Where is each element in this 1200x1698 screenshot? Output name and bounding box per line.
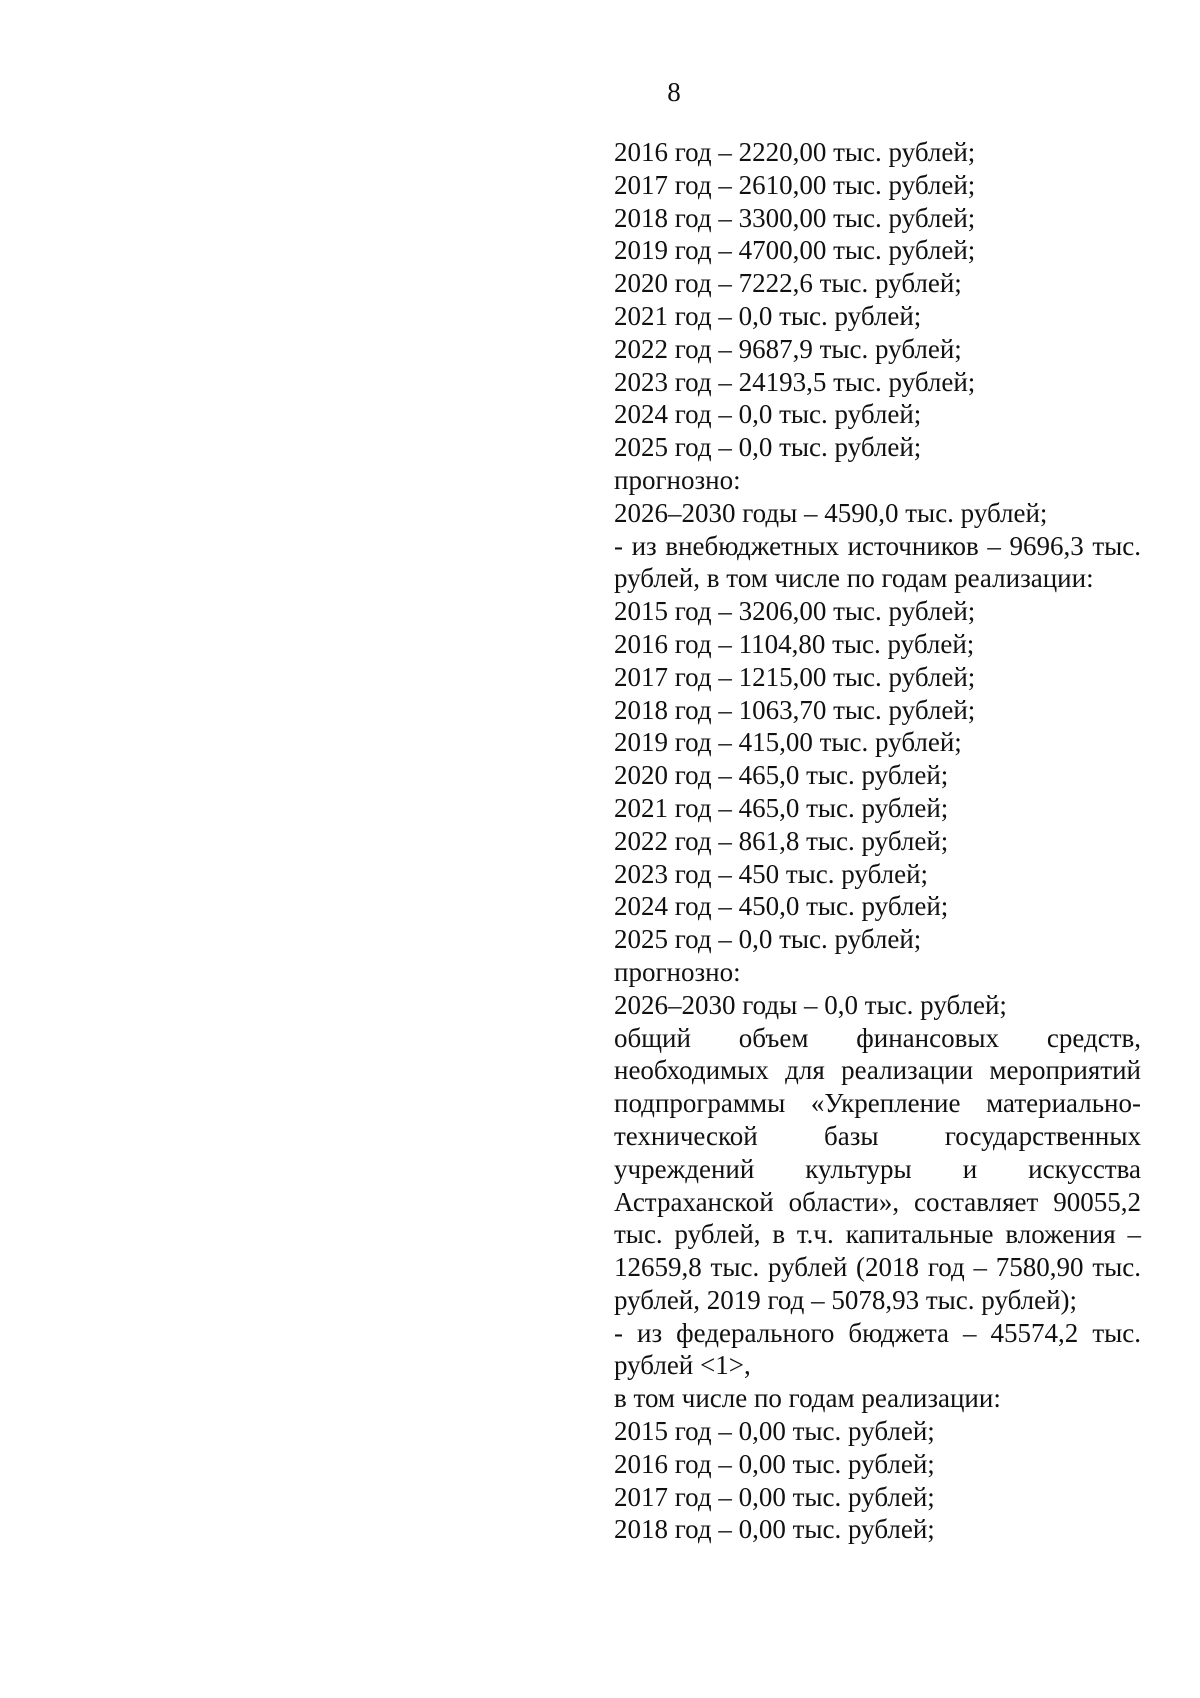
funding-line: 2024 год – 0,0 тыс. рублей; <box>614 399 922 430</box>
funding-line: 2016 год – 2220,00 тыс. рублей; <box>614 137 976 167</box>
funding-line: 2016 год – 0,00 тыс. рублей; <box>614 1448 935 1479</box>
forecast-label: прогнозно: <box>614 956 741 987</box>
funding-list-extrabudget <box>614 595 1141 1021</box>
funding-line: 2015 год – 0,00 тыс. рублей; <box>614 1416 935 1447</box>
document-body <box>614 136 1141 1546</box>
extrabudget-paragraph: - из внебюджетных источников – 9696,3 тыс. рублей, в том числе по годам реализации: <box>614 530 1141 594</box>
funding-line: 2018 год – 3300,00 тыс. рублей; <box>614 202 976 233</box>
funding-line: 2023 год – 24193,5 тыс. рублей; <box>614 366 976 397</box>
funding-line: 2023 год – 450 тыс. рублей; <box>614 858 929 889</box>
funding-line: 2017 год – 0,00 тыс. рублей; <box>614 1481 935 1512</box>
subprogram-paragraph: общий объем финансовых средств, необходимых для реализации мероприятий подпрограммы «Укрепление материально-технической базы государственных учреждений культуры и искусства Астраханской области», составляет 90055,2 тыс. рублей, в т.ч. капитальные вложения – 12659,8 тыс. рублей (2018 год – 7580,90 тыс. рублей, 2019 год – 5078,93 тыс. рублей); <box>614 1022 1141 1315</box>
funding-line: 2025 год – 0,0 тыс. рублей; <box>614 924 922 955</box>
funding-line: 2020 год – 465,0 тыс. рублей; <box>614 760 949 791</box>
funding-line-forecast: 2026–2030 годы – 0,0 тыс. рублей; <box>614 989 1007 1020</box>
funding-line: 2021 год – 465,0 тыс. рублей; <box>614 792 949 823</box>
funding-line: 2018 год – 1063,70 тыс. рублей; <box>614 694 976 725</box>
funding-line: 2025 год – 0,0 тыс. рублей; <box>614 432 922 463</box>
funding-line: 2018 год – 0,00 тыс. рублей; <box>614 1514 935 1545</box>
forecast-label: прогнозно: <box>614 464 741 495</box>
funding-line: 2020 год – 7222,6 тыс. рублей; <box>614 268 962 299</box>
funding-line: 2022 год – 861,8 тыс. рублей; <box>614 825 949 856</box>
funding-line: 2016 год – 1104,80 тыс. рублей; <box>614 628 975 659</box>
funding-list-federal <box>614 1415 1141 1546</box>
funding-line: 2021 год – 0,0 тыс. рублей; <box>614 300 922 331</box>
funding-list-regional <box>614 136 1141 530</box>
funding-line: 2022 год – 9687,9 тыс. рублей; <box>614 333 962 364</box>
funding-line: 2017 год – 1215,00 тыс. рублей; <box>614 661 976 692</box>
page-number: 8 <box>667 77 681 107</box>
funding-line-forecast: 2026–2030 годы – 4590,0 тыс. рублей; <box>614 497 1048 528</box>
funding-line: 2024 год – 450,0 тыс. рублей; <box>614 891 949 922</box>
funding-line: 2019 год – 415,00 тыс. рублей; <box>614 727 962 758</box>
federal-budget-paragraph: - из федерального бюджета – 45574,2 тыс. рублей <1>, <box>614 1317 1141 1381</box>
by-years-label: в том числе по годам реализации: <box>614 1383 1001 1414</box>
funding-line: 2019 год – 4700,00 тыс. рублей; <box>614 235 976 266</box>
funding-line: 2017 год – 2610,00 тыс. рублей; <box>614 169 976 200</box>
funding-line: 2015 год – 3206,00 тыс. рублей; <box>614 596 976 627</box>
